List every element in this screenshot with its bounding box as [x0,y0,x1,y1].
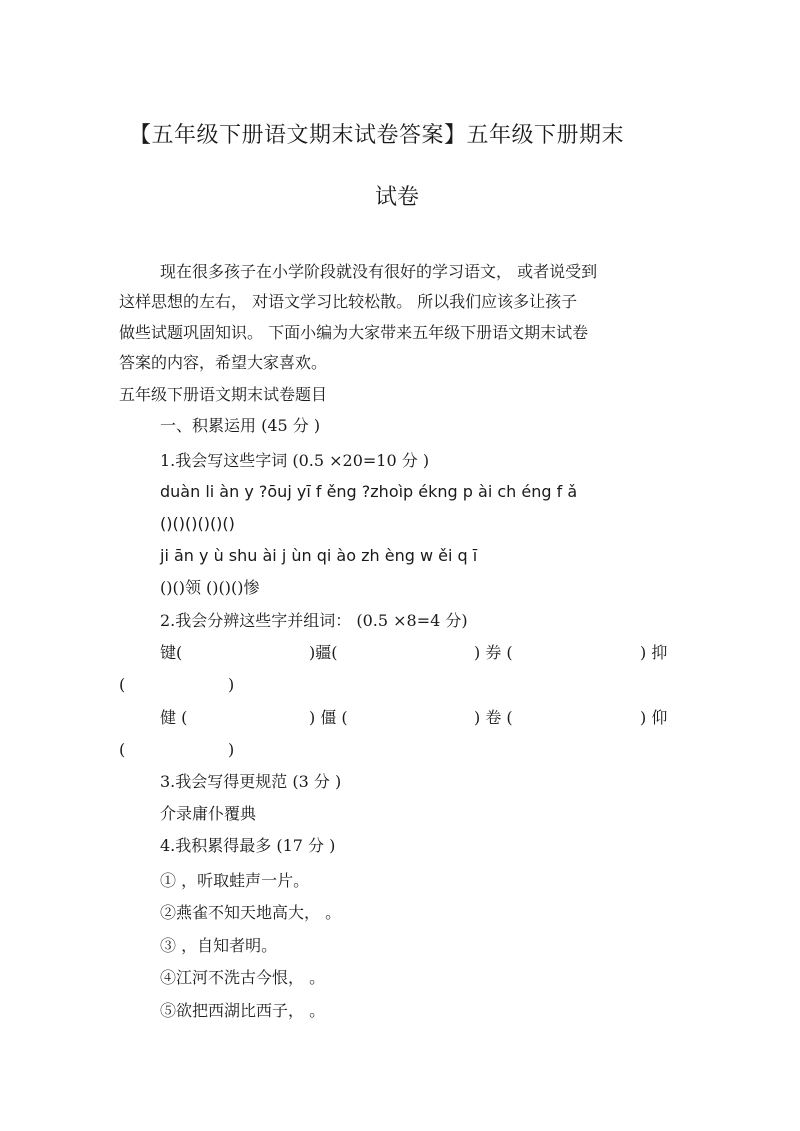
section-heading: 五年级下册语文期末试卷题目 [119,385,328,404]
question-2-row-2-tail-open: ( [119,740,126,759]
question-4-item-5: ⑤欲把西湖比西子， 。 [160,1001,326,1020]
intro-line-2: 这样思想的左右， 对语文学习比较松散。 所以我们应该多让孩子 [119,292,578,311]
question-1-pinyin-row-2: ji ān y ù shu ài j ùn qi ào zh èng w ěi q ī [160,546,478,565]
question-1-title: 1.我会写这些字词 (0.5 ×20=10 分 ) [160,451,430,470]
question-2-row-2-item-1: 健 ( [160,708,188,727]
document-title-line-1: 【五年级下册语文期末试卷答案】五年级下册期末 [129,123,625,148]
question-4-item-1: ① ，听取蛙声一片。 [160,871,310,890]
question-4-item-4: ④江河不洗古今恨， 。 [160,968,326,987]
question-2-row-2-item-2: ) 僵 ( [309,708,348,727]
question-1-blanks-row-1: ()()()()()() [160,514,235,533]
question-2-title: 2.我会分辨这些字并组词： (0.5 ×8=4 分) [160,611,468,630]
question-1-pinyin-row-1: duàn li àn y ?ōuj yī f ěng ?zhoìp ékng p ài ch éng f ǎ [160,482,578,501]
question-4-item-2: ②燕雀不知天地高大， 。 [160,903,342,922]
question-1-blanks-row-2: ()()领 ()()()惨 [160,578,260,597]
question-2-row-1-item-1: 键( [160,643,183,662]
question-3-title: 3.我会写得更规范 (3 分 ) [160,772,342,791]
question-2-row-1-tail-open: ( [119,675,126,694]
question-2-row-2-tail-close: ) [228,740,235,759]
question-2-row-2-item-4: ) 仰 [640,708,668,727]
question-4-title: 4.我积累得最多 (17 分 ) [160,836,336,855]
question-2-row-1-item-4: ) 抑 [640,643,668,662]
question-2-row-2-item-3: ) 卷 ( [474,708,513,727]
intro-line-4: 答案的内容，希望大家喜欢。 [119,353,328,372]
intro-line-1: 现在很多孩子在小学阶段就没有很好的学习语文， 或者说受到 [160,262,598,281]
question-2-row-1-item-2: )疆( [309,643,338,662]
document-title-line-2: 试卷 [375,185,420,210]
question-3-characters: 介录庸仆覆典 [160,804,257,823]
question-2-row-1-item-3: ) 券 ( [474,643,513,662]
part-one-heading: 一、积累运用 (45 分 ) [160,416,321,435]
intro-line-3: 做些试题巩固知识。 下面小编为大家带来五年级下册语文期末试卷 [119,323,589,342]
question-4-item-3: ③ ，自知者明。 [160,936,278,955]
question-2-row-1-tail-close: ) [228,675,235,694]
